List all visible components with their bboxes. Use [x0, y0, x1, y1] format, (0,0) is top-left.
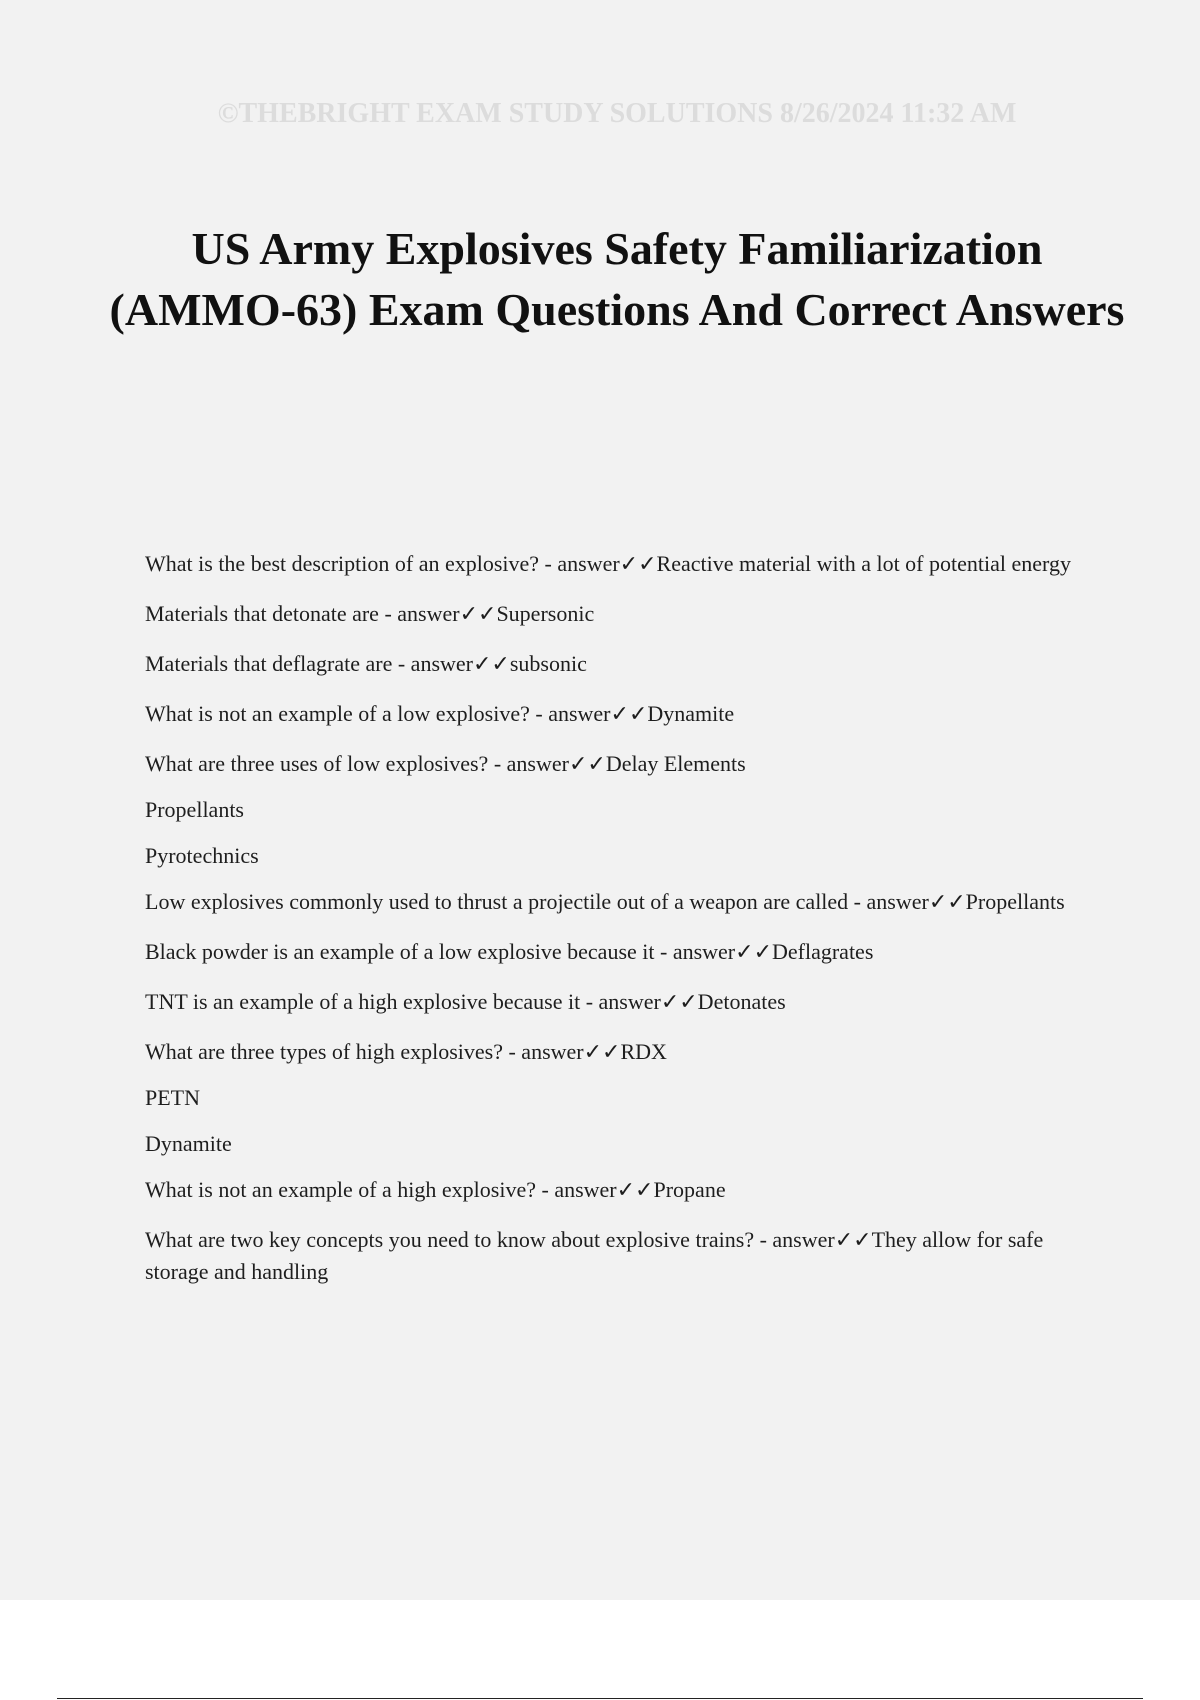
watermark: ©THEBRIGHT EXAM STUDY SOLUTIONS 8/26/2024 11:32 AM	[217, 98, 1017, 129]
list-item: Black powder is an example of a low explosive because it - answer✓✓Deflagrates	[145, 939, 874, 964]
list-item: Materials that detonate are - answer✓✓Supersonic	[145, 601, 595, 626]
page-title: US Army Explosives Safety Familiarization (AMMO-63) Exam Questions And Correct Answers	[109, 223, 1125, 335]
list-item: Propellants	[145, 797, 244, 822]
footer-divider	[57, 1698, 1143, 1699]
list-item: Pyrotechnics	[145, 843, 259, 868]
list-item: Materials that deflagrate are - answer✓✓subsonic	[145, 651, 587, 676]
list-item: What is not an example of a high explosive? - answer✓✓Propane	[145, 1177, 726, 1202]
list-item: TNT is an example of a high explosive because it - answer✓✓Detonates	[145, 989, 786, 1014]
list-item: What is not an example of a low explosive? - answer✓✓Dynamite	[145, 701, 735, 726]
list-item: PETN	[145, 1085, 200, 1110]
list-item: What are three types of high explosives? - answer✓✓RDX	[145, 1039, 667, 1064]
list-item: What are three uses of low explosives? - answer✓✓Delay Elements	[145, 751, 746, 776]
question-answer-list	[145, 548, 1095, 1306]
list-item: What is the best description of an explosive? - answer✓✓Reactive material with a lot of potential energy	[145, 551, 1071, 576]
list-item: Dynamite	[145, 1131, 232, 1156]
list-item: Low explosives commonly used to thrust a projectile out of a weapon are called - answer✓✓Propellants	[145, 889, 1065, 914]
footer	[0, 1600, 1200, 1700]
list-item: What are two key concepts you need to know about explosive trains? - answer✓✓They allow for safe storage and handling	[145, 1227, 1044, 1284]
